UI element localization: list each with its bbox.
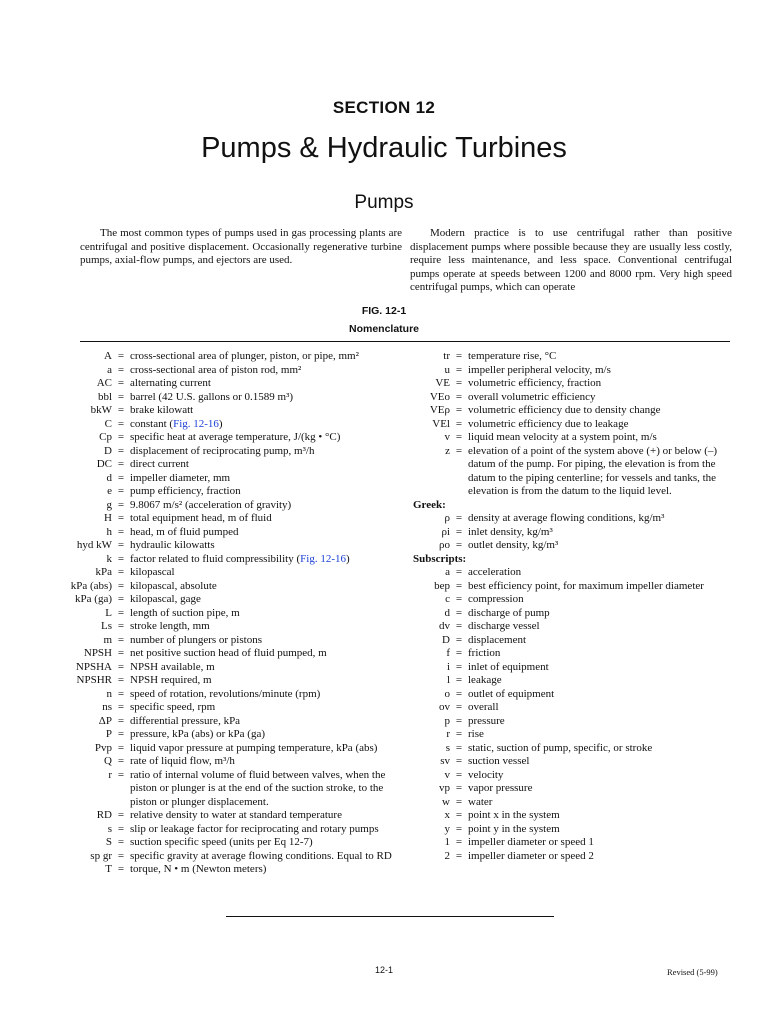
greek-entry (400, 539, 740, 553)
symbol: Q (104, 755, 112, 767)
nomenclature-entry (0, 566, 400, 580)
definition: kilopascal (130, 566, 175, 578)
nomenclature-entry (0, 512, 400, 526)
nomenclature-entry (0, 647, 400, 661)
equals-sign: = (455, 633, 463, 646)
symbol: kPa (abs) (70, 579, 112, 592)
definition: hydraulic kilowatts (130, 539, 215, 551)
subscript-entry (400, 593, 740, 607)
subscripts-heading: Subscripts: (413, 552, 467, 565)
symbol: RD (96, 809, 112, 821)
symbol: dv (439, 620, 450, 632)
nomenclature-left-column (0, 350, 400, 877)
nomenclature-entry (0, 634, 400, 648)
symbol: ρo (439, 539, 450, 551)
nomenclature-entry (400, 364, 740, 378)
symbol: z (445, 444, 450, 457)
symbol: ov (439, 701, 450, 713)
symbol: D (442, 633, 450, 646)
equals-sign: = (117, 444, 125, 457)
nomenclature-entry (0, 391, 400, 405)
subscript-entry (400, 674, 740, 688)
symbol: A (104, 350, 112, 362)
definition: elevation of a point of the system above (+) or below (–) datum of the pump. For piping, the elevation is from the datum to the piping centerline; for vessels and tanks, the elevation is from the datum to the liquid level. (468, 444, 718, 497)
definition: volumetric efficiency due to leakage (468, 417, 629, 430)
symbol: s (445, 741, 450, 754)
equals-sign: = (117, 390, 125, 403)
symbol: DC (96, 458, 112, 470)
definition: overall volumetric efficiency (468, 390, 596, 403)
definition: cross-sectional area of piston rod, mm² (130, 363, 302, 376)
definition: factor related to fluid compressibility (Fig. 12-16) (130, 552, 350, 565)
symbol: VE (435, 377, 450, 389)
symbol: AC (96, 377, 112, 389)
definition: stroke length, mm (130, 620, 210, 632)
subscript-entry (400, 823, 740, 837)
definition: NPSH required, m (130, 674, 212, 686)
symbol: NPSHA (75, 660, 112, 673)
equals-sign: = (117, 363, 125, 376)
nomenclature-entry (0, 580, 400, 594)
nomenclature-entry (400, 431, 740, 445)
subscript-entry (400, 809, 740, 823)
nomenclature-entry (0, 850, 400, 864)
definition: point y in the system (468, 822, 560, 835)
equals-sign: = (455, 606, 463, 619)
definition: inlet density, kg/m³ (468, 525, 553, 538)
definition: liquid mean velocity at a system point, m/s (468, 431, 657, 443)
symbol: sp gr (90, 849, 112, 862)
symbol: n (106, 687, 112, 700)
equals-sign: = (117, 701, 125, 713)
nomenclature-entry (0, 539, 400, 553)
symbol: sv (440, 755, 450, 767)
symbol: VEo (429, 390, 450, 403)
equals-sign: = (455, 701, 463, 713)
equals-sign: = (117, 768, 125, 781)
symbol: L (105, 606, 112, 619)
figure-link[interactable]: Fig. 12-16 (173, 417, 219, 430)
equals-sign: = (455, 728, 463, 740)
definition: number of plungers or pistons (130, 633, 262, 646)
symbol: w (442, 795, 450, 808)
definition: impeller diameter, mm (130, 471, 231, 484)
symbol: r (446, 728, 450, 740)
equals-sign: = (117, 633, 125, 646)
nomenclature-entry (0, 431, 400, 445)
symbol: H (104, 512, 112, 524)
symbol: P (105, 728, 112, 740)
definition: suction specific speed (units per Eq 12-7) (130, 836, 313, 848)
figure-caption: Nomenclature (348, 323, 420, 335)
equals-sign: = (117, 539, 125, 551)
definition: direct current (130, 458, 189, 470)
nomenclature-entry (0, 404, 400, 418)
definition: NPSH available, m (130, 660, 215, 673)
definition: static, suction of pump, specific, or stroke (468, 741, 653, 754)
definition: specific heat at average temperature, J/(kg • °C) (130, 431, 341, 443)
definition: head, m of fluid pumped (130, 525, 239, 538)
symbol: v (444, 768, 450, 781)
definition: specific gravity at average flowing conditions. Equal to RD (130, 849, 392, 862)
equals-sign: = (117, 593, 125, 605)
definition: point x in the system (468, 809, 560, 821)
definition: liquid vapor pressure at pumping temperature, kPa (abs) (130, 741, 378, 754)
equals-sign: = (117, 863, 125, 875)
symbol: r (108, 768, 112, 781)
intro-paragraph-left (80, 227, 402, 268)
symbol: i (446, 660, 450, 673)
symbol: d (444, 606, 450, 619)
symbol: 2 (444, 849, 450, 862)
definition: length of suction pipe, m (130, 606, 240, 619)
definition: constant (Fig. 12-16) (130, 417, 223, 430)
subscript-entry (400, 728, 740, 742)
definition: specific speed, rpm (130, 701, 216, 713)
equals-sign: = (117, 431, 125, 443)
definition: impeller diameter or speed 1 (468, 836, 594, 848)
symbol: NPSH (83, 647, 112, 659)
equals-sign: = (455, 377, 463, 389)
symbol: hyd kW (76, 539, 112, 551)
symbol: bep (434, 579, 450, 592)
equals-sign: = (117, 822, 125, 835)
definition: rate of liquid flow, m³/h (130, 755, 235, 767)
nomenclature-entry (0, 526, 400, 540)
equals-sign: = (455, 620, 463, 632)
equals-sign: = (117, 674, 125, 686)
intro-right-text: Modern practice is to use centrifugal rather than positive displacement pumps where possible because they are usually less costly, require less maintenance, and less space. Conventional centrifugal pumps operate at speeds between 1200 and 8000 rpm. Very high speed centrifugal pumps, which can operate (410, 227, 732, 294)
definition: torque, N • m (Newton meters) (130, 863, 267, 875)
equals-sign: = (455, 782, 463, 794)
figure-label: FIG. 12-1 (361, 305, 407, 317)
definition: velocity (468, 768, 504, 781)
definition: water (468, 795, 493, 808)
equals-sign: = (455, 768, 463, 781)
definition: pressure, kPa (abs) or kPa (ga) (130, 728, 266, 740)
nomenclature-entry (0, 553, 400, 567)
definition: suction vessel (468, 755, 530, 767)
equals-sign: = (455, 741, 463, 754)
equals-sign: = (117, 647, 125, 659)
symbol: kPa (ga) (75, 593, 112, 605)
definition: ratio of internal volume of fluid between valves, when the piston or plunger is at the end of the suction stroke, to the piston or plunger displacement. (130, 768, 386, 808)
symbol: NPSHR (76, 674, 112, 686)
definition: vapor pressure (468, 782, 533, 794)
equals-sign: = (455, 674, 463, 686)
nomenclature-entry (0, 823, 400, 837)
subscript-entry (400, 796, 740, 810)
definition: alternating current (130, 377, 211, 389)
definition: barrel (42 U.S. gallons or 0.1589 m³) (130, 390, 294, 403)
equals-sign: = (117, 485, 125, 497)
definition: volumetric efficiency, fraction (468, 377, 602, 389)
definition: discharge vessel (468, 620, 540, 632)
equals-sign: = (455, 539, 463, 551)
symbol: 1 (444, 836, 450, 848)
definition: pressure (468, 714, 505, 727)
definition: kilopascal, gage (130, 593, 201, 605)
equals-sign: = (117, 350, 125, 362)
nomenclature-entry (0, 418, 400, 432)
equals-sign: = (455, 714, 463, 727)
symbol: k (106, 552, 112, 565)
nomenclature-entry (400, 391, 740, 405)
intro-paragraph-right (410, 227, 732, 295)
definition: slip or leakage factor for reciprocating and rotary pumps (130, 822, 379, 835)
symbol: e (107, 485, 112, 497)
bottom-rule (226, 916, 554, 917)
subsection-title: Pumps (354, 192, 414, 213)
subscript-entry (400, 634, 740, 648)
symbol: y (444, 822, 450, 835)
symbol: Cp (99, 431, 112, 443)
equals-sign: = (455, 404, 463, 416)
nomenclature-entry (0, 715, 400, 729)
definition: compression (468, 593, 524, 605)
symbol: tr (443, 350, 450, 362)
definition: speed of rotation, revolutions/minute (rpm) (130, 687, 321, 700)
equals-sign: = (455, 390, 463, 403)
equals-sign: = (455, 795, 463, 808)
symbol: l (446, 674, 450, 686)
equals-sign: = (117, 687, 125, 700)
definition: 9.8067 m/s² (acceleration of gravity) (130, 498, 292, 511)
subscript-entry (400, 620, 740, 634)
nomenclature-entry (0, 809, 400, 823)
equals-sign: = (455, 836, 463, 848)
definition: impeller diameter or speed 2 (468, 849, 594, 862)
nomenclature-entry (0, 377, 400, 391)
symbol: Pvp (94, 741, 112, 754)
intro-left-text: The most common types of pumps used in gas processing plants are centrifugal and positive displacement. Occasionally regenerative turbine pumps, axial-flow pumps, and ejectors are used. (80, 227, 402, 267)
subscript-entry (400, 661, 740, 675)
greek-entry (400, 526, 740, 540)
nomenclature-entry (400, 445, 740, 499)
symbol: ΔP (98, 714, 112, 727)
nomenclature-entry (0, 755, 400, 769)
nomenclature-right-column (400, 350, 740, 863)
nomenclature-entry (400, 418, 740, 432)
symbol: d (106, 471, 112, 484)
definition: best efficiency point, for maximum impeller diameter (468, 579, 704, 592)
page-title: Pumps & Hydraulic Turbines (201, 132, 567, 164)
symbol: u (444, 363, 450, 376)
equals-sign: = (117, 606, 125, 619)
subscript-entry (400, 688, 740, 702)
greek-entry (400, 512, 740, 526)
definition: differential pressure, kPa (130, 714, 241, 727)
equals-sign: = (455, 363, 463, 376)
nomenclature-entry (0, 863, 400, 877)
subscript-entry (400, 580, 740, 594)
subscript-entry (400, 701, 740, 715)
nomenclature-entry (0, 472, 400, 486)
definition: pump efficiency, fraction (130, 485, 241, 497)
equals-sign: = (455, 512, 463, 524)
nomenclature-entry (0, 620, 400, 634)
symbol: g (106, 498, 112, 511)
definition: outlet of equipment (468, 687, 555, 700)
revision-note: Revised (5-99) (667, 967, 718, 977)
equals-sign: = (117, 849, 125, 862)
equals-sign: = (117, 471, 125, 484)
equals-sign: = (455, 593, 463, 605)
equals-sign: = (455, 660, 463, 673)
equals-sign: = (455, 350, 463, 362)
symbol: bbl (97, 390, 112, 403)
symbol: ρi (441, 525, 450, 538)
symbol: S (105, 836, 112, 848)
definition: net positive suction head of fluid pumped, m (130, 647, 327, 659)
nomenclature-entry (400, 350, 740, 364)
definition: discharge of pump (468, 606, 550, 619)
symbol: VEl (432, 417, 450, 430)
equals-sign: = (455, 647, 463, 659)
equals-sign: = (117, 660, 125, 673)
subscript-entry (400, 836, 740, 850)
equals-sign: = (117, 579, 125, 592)
equals-sign: = (117, 552, 125, 565)
equals-sign: = (117, 417, 125, 430)
definition: rise (468, 728, 484, 740)
equals-sign: = (117, 498, 125, 511)
definition: density at average flowing conditions, kg/m³ (468, 512, 665, 524)
subscript-entry (400, 607, 740, 621)
definition: impeller peripheral velocity, m/s (468, 363, 611, 376)
equals-sign: = (455, 809, 463, 821)
symbol: C (104, 417, 112, 430)
section-heading: SECTION 12 (332, 98, 436, 117)
definition: outlet density, kg/m³ (468, 539, 559, 551)
symbol: x (444, 809, 450, 821)
equals-sign: = (117, 566, 125, 578)
definition: displacement of reciprocating pump, m³/h (130, 444, 315, 457)
definition: acceleration (468, 566, 522, 578)
equals-sign: = (117, 620, 125, 632)
symbol: kPa (95, 566, 112, 578)
equals-sign: = (455, 822, 463, 835)
nomenclature-entry (0, 742, 400, 756)
definition: overall (468, 701, 499, 713)
equals-sign: = (455, 431, 463, 443)
subscript-entry (400, 566, 740, 580)
subscript-entry (400, 782, 740, 796)
equals-sign: = (455, 755, 463, 767)
symbol: vp (439, 782, 450, 794)
nomenclature-entry (0, 458, 400, 472)
top-rule (80, 341, 730, 342)
subscript-entry (400, 769, 740, 783)
nomenclature-entry (0, 836, 400, 850)
equals-sign: = (117, 836, 125, 848)
nomenclature-entry (0, 728, 400, 742)
subscript-entry (400, 850, 740, 864)
symbol: Ls (101, 620, 112, 632)
symbol: s (107, 822, 112, 835)
equals-sign: = (117, 377, 125, 389)
nomenclature-entry (0, 499, 400, 513)
symbol: c (445, 593, 450, 605)
equals-sign: = (117, 404, 125, 416)
equals-sign: = (117, 809, 125, 821)
equals-sign: = (117, 525, 125, 538)
symbol: VEρ (429, 404, 450, 416)
definition: temperature rise, °C (468, 350, 557, 362)
nomenclature-entry (0, 445, 400, 459)
definition: relative density to water at standard temperature (130, 809, 342, 821)
subscript-entry (400, 647, 740, 661)
symbol: f (446, 647, 450, 659)
definition: inlet of equipment (468, 660, 549, 673)
symbol: p (444, 714, 450, 727)
definition: total equipment head, m of fluid (130, 512, 272, 524)
equals-sign: = (117, 458, 125, 470)
symbol: a (445, 566, 450, 578)
nomenclature-entry (0, 674, 400, 688)
equals-sign: = (455, 566, 463, 578)
nomenclature-entry (0, 769, 400, 810)
equals-sign: = (117, 714, 125, 727)
figure-link[interactable]: Fig. 12-16 (300, 552, 346, 565)
equals-sign: = (455, 417, 463, 430)
definition: leakage (468, 674, 502, 686)
nomenclature-entry (0, 661, 400, 675)
symbol: h (106, 525, 112, 538)
symbol: ns (102, 701, 112, 713)
equals-sign: = (117, 755, 125, 767)
nomenclature-entry (0, 593, 400, 607)
symbol: D (104, 444, 112, 457)
symbol: m (103, 633, 112, 646)
subscript-entry (400, 715, 740, 729)
equals-sign: = (117, 512, 125, 524)
equals-sign: = (455, 525, 463, 538)
equals-sign: = (455, 444, 463, 457)
nomenclature-entry (0, 607, 400, 621)
definition: friction (468, 647, 501, 659)
equals-sign: = (117, 741, 125, 754)
equals-sign: = (455, 849, 463, 862)
nomenclature-entry (0, 364, 400, 378)
nomenclature-entry (0, 688, 400, 702)
symbol: v (444, 431, 450, 443)
page-number: 12-1 (374, 965, 393, 975)
definition: cross-sectional area of plunger, piston, or pipe, mm² (130, 350, 359, 362)
symbol: o (444, 687, 450, 700)
nomenclature-entry (0, 701, 400, 715)
symbol: ρ (444, 512, 450, 524)
greek-heading: Greek: (413, 498, 446, 511)
symbol: a (107, 363, 112, 376)
equals-sign: = (117, 728, 125, 740)
definition: volumetric efficiency due to density change (468, 404, 661, 416)
subscript-entry (400, 755, 740, 769)
nomenclature-entry (0, 485, 400, 499)
definition: brake kilowatt (130, 404, 194, 416)
subscript-entry (400, 742, 740, 756)
symbol: bkW (90, 404, 112, 416)
nomenclature-entry (400, 377, 740, 391)
definition: displacement (468, 633, 527, 646)
equals-sign: = (455, 687, 463, 700)
nomenclature-entry (400, 404, 740, 418)
definition: kilopascal, absolute (130, 579, 217, 592)
nomenclature-entry (0, 350, 400, 364)
symbol: T (105, 863, 112, 875)
equals-sign: = (455, 579, 463, 592)
